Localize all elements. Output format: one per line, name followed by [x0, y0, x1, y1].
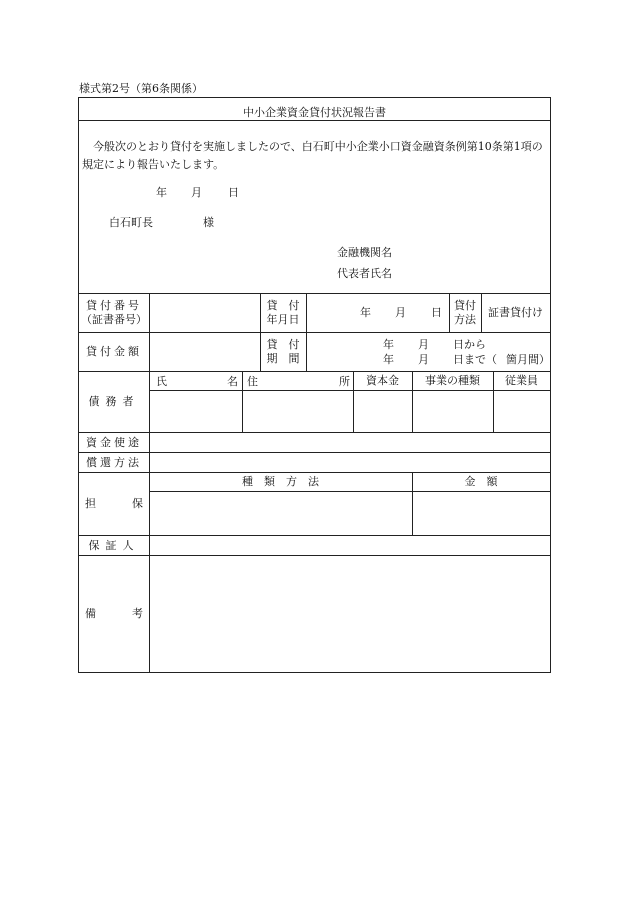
guarantor-label: 保証人 — [88, 538, 140, 552]
form-number: 様式第2号（第6条関係） — [79, 82, 203, 95]
period-to-month: 月 — [418, 353, 429, 366]
col-name-1: 氏 — [156, 375, 167, 388]
loan-method-label: 貸付 方法 — [454, 299, 476, 326]
debtor-label: 債務者 — [88, 395, 140, 408]
loan-period-label: 貸 付 期 間 — [266, 338, 300, 365]
loan-method-value: 証書貸付け — [488, 306, 543, 319]
col-collateral-type: 種 類 方 法 — [242, 475, 319, 488]
addressee-honorific: 様 — [203, 216, 214, 229]
period-to-year: 年 — [383, 353, 394, 366]
col-address-2: 所 — [339, 375, 350, 388]
loan-date-year: 年 — [360, 306, 371, 319]
repayment-label: 償還方法 — [86, 455, 142, 469]
period-from-year: 年 — [383, 338, 394, 351]
col-address-1: 住 — [247, 375, 258, 388]
representative-label: 代表者氏名 — [337, 267, 392, 280]
col-business: 事業の種類 — [425, 374, 480, 387]
period-months: 箇月間） — [506, 353, 550, 366]
addressee-name: 白石町長 — [109, 216, 153, 229]
institution-label: 金融機関名 — [337, 246, 392, 259]
col-name-2: 名 — [227, 375, 238, 388]
loan-date-label: 貸 付 年月日 — [266, 299, 300, 326]
loan-amount-label: 貸付金額 — [86, 345, 142, 358]
period-from-day: 日から — [453, 338, 486, 351]
loan-number-label: 貸付番号 （証書番号） — [81, 299, 147, 326]
date-month: 月 — [191, 186, 202, 199]
col-employees: 従業員 — [505, 374, 538, 387]
loan-date-month: 月 — [395, 306, 406, 319]
fund-use-label: 資金使途 — [86, 435, 142, 449]
col-capital: 資本金 — [366, 374, 399, 387]
period-to-day: 日まで（ — [453, 353, 497, 366]
remarks-label: 備 考 — [85, 607, 143, 620]
report-form — [78, 97, 551, 673]
divider — [79, 120, 550, 121]
form-title: 中小企業資金貸付状況報告書 — [243, 106, 386, 119]
period-from-month: 月 — [418, 338, 429, 351]
date-day: 日 — [228, 186, 239, 199]
loan-date-day: 日 — [431, 306, 442, 319]
collateral-label: 担 保 — [85, 497, 143, 510]
date-year: 年 — [156, 186, 167, 199]
intro-text: 今般次のとおり貸付を実施しましたので、白石町中小企業小口資金融資条例第10条第1項の規定により報告いたします。 — [82, 140, 543, 171]
col-collateral-amount: 金 額 — [464, 475, 498, 488]
